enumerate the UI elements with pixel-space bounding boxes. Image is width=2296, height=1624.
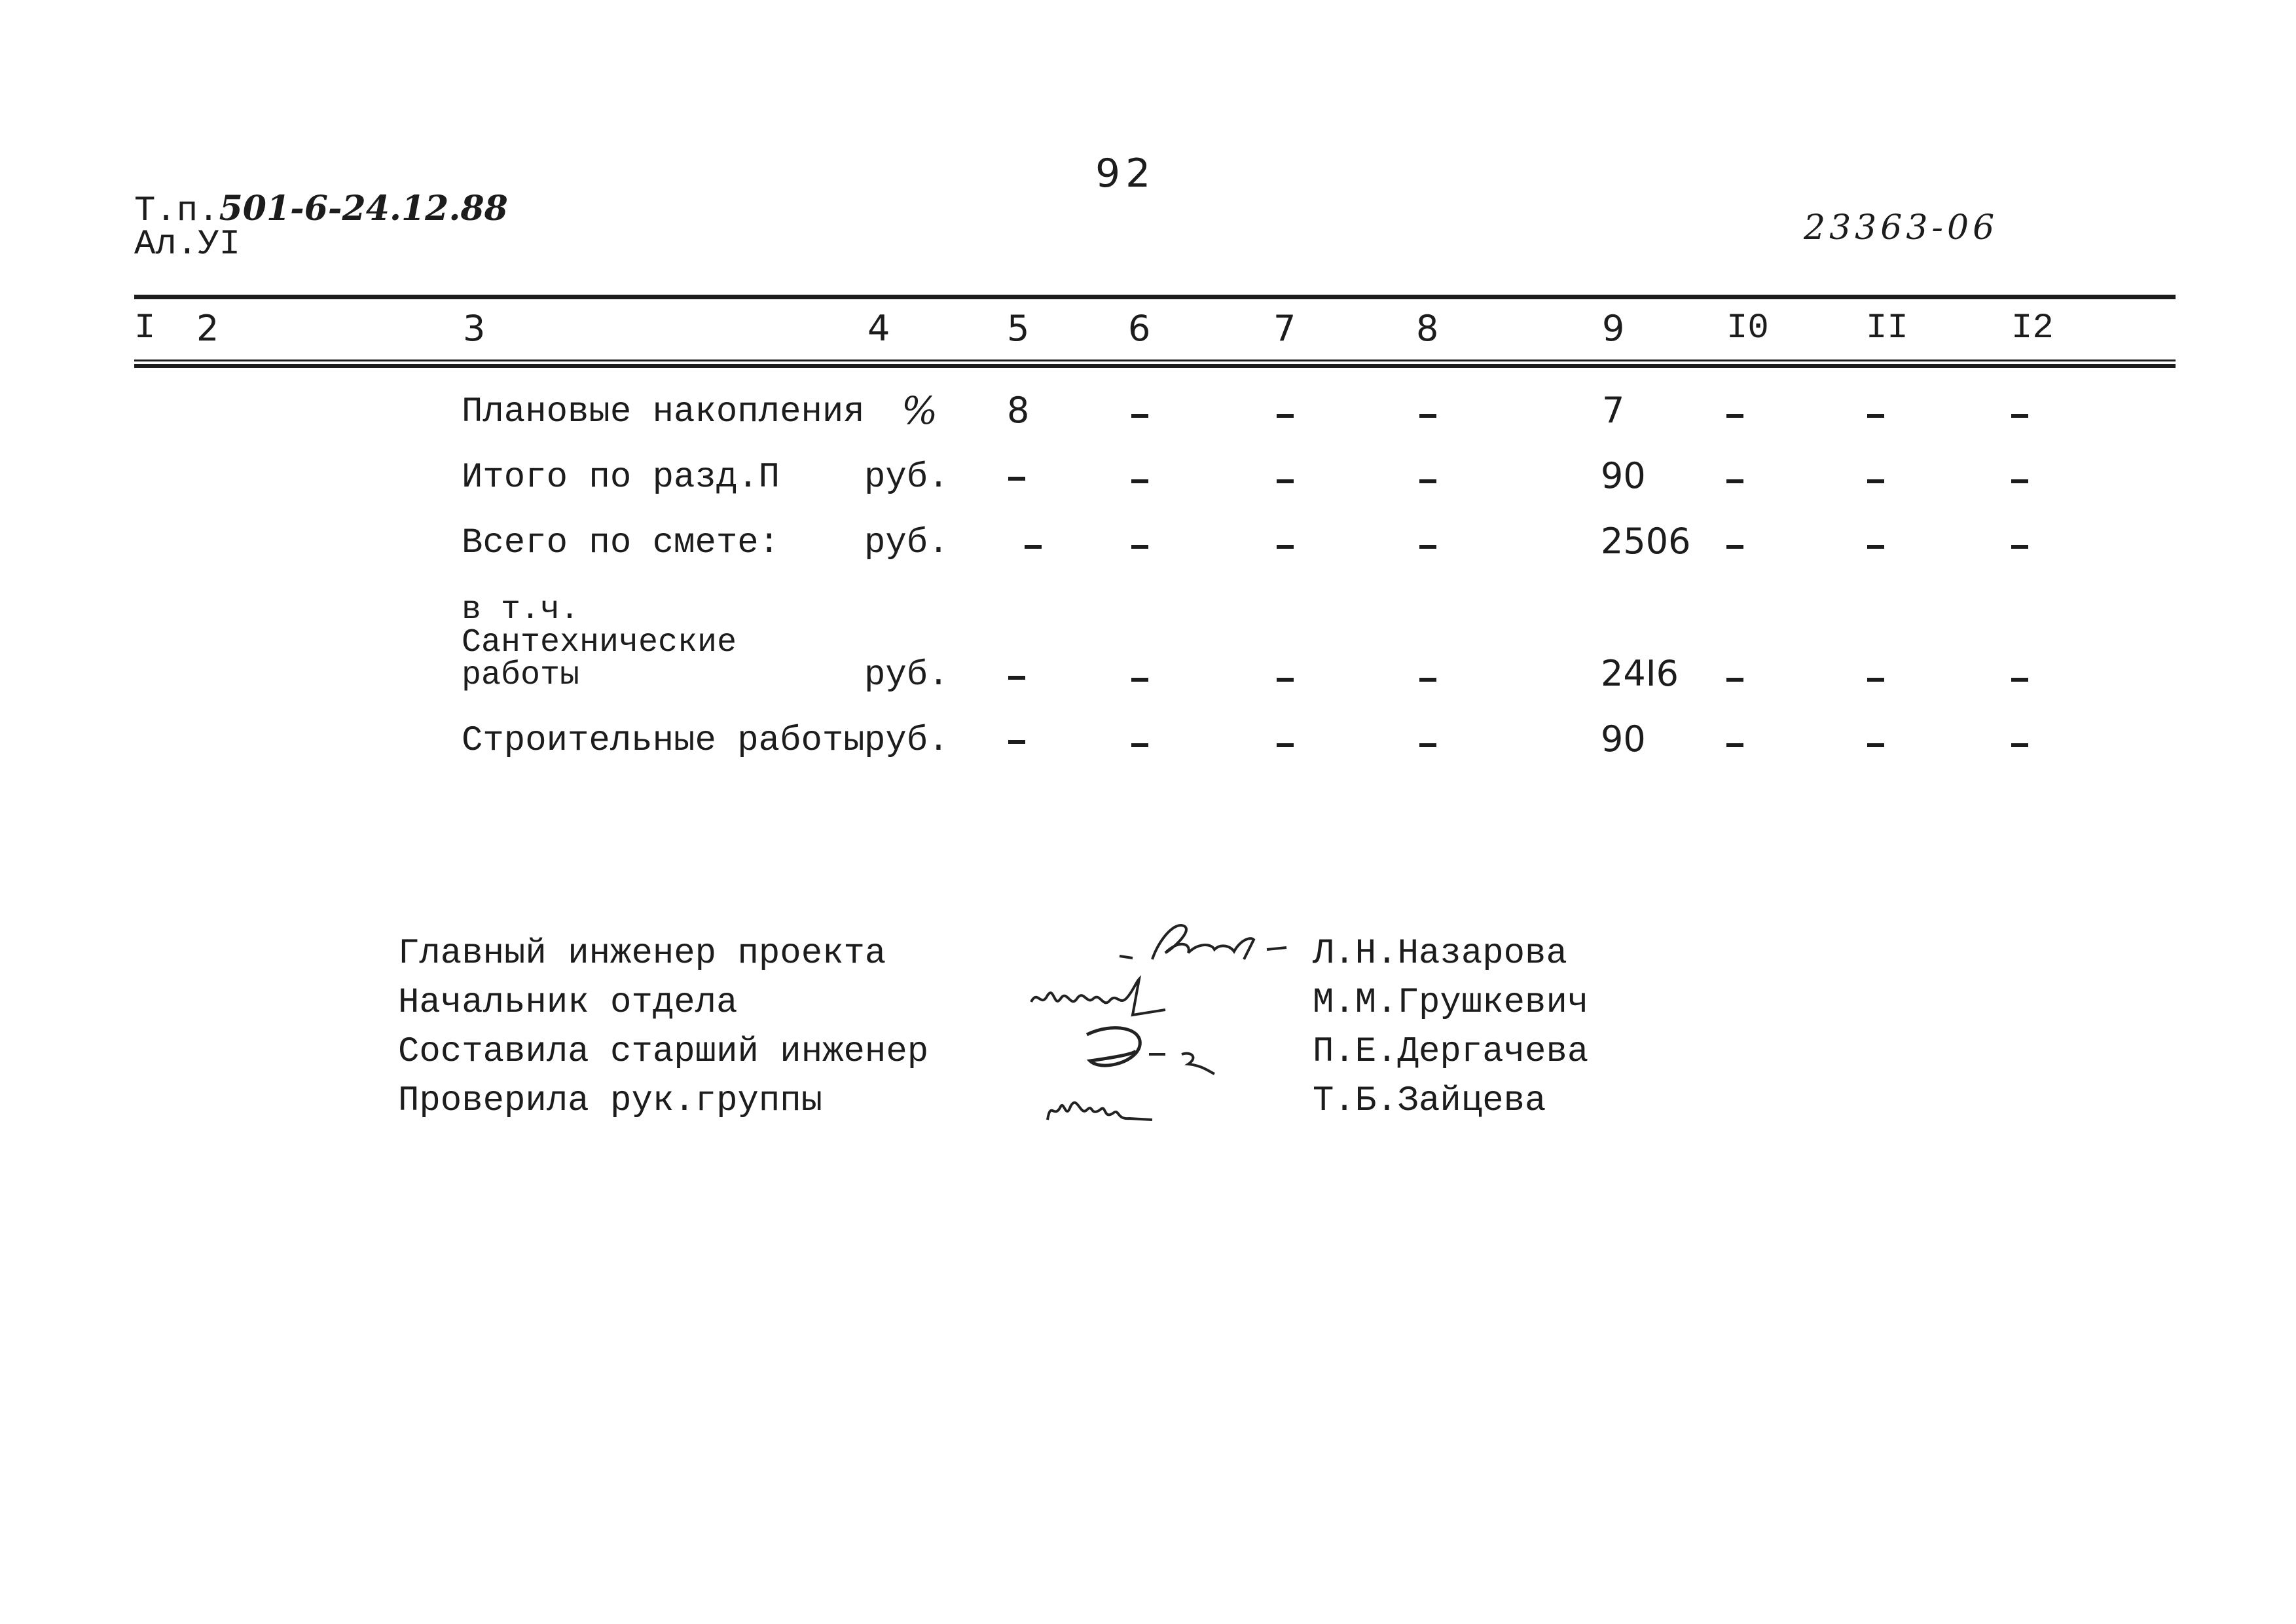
empty-cell-dash (1025, 545, 1042, 549)
empty-cell-dash (1726, 545, 1743, 549)
row-unit: руб. (864, 458, 949, 498)
empty-cell-dash (1419, 743, 1436, 747)
empty-cell-dash (1008, 740, 1025, 744)
row-col9: 90 (1601, 455, 1646, 496)
empty-cell-dash (2011, 743, 2028, 747)
empty-cell-dash (1726, 678, 1743, 682)
row-name: Строительные работы (462, 721, 865, 761)
project-code-label: Т.п. (134, 191, 219, 231)
table-top-rule (134, 295, 2176, 299)
document-number: 23363-06 (1804, 208, 1999, 248)
row-name-line: Сантехнические (462, 624, 737, 661)
empty-cell-dash (1131, 479, 1148, 483)
empty-cell-dash (2011, 479, 2028, 483)
signature-role: Начальник отдела (398, 983, 738, 1023)
column-header: 9 (1602, 308, 1625, 349)
signature-name: М.М.Грушкевич (1313, 983, 1589, 1023)
column-header: I (134, 308, 156, 348)
empty-cell-dash (1008, 676, 1025, 680)
empty-cell-dash (1131, 743, 1148, 747)
empty-cell-dash (1867, 414, 1884, 418)
column-header: II (1866, 308, 1908, 348)
column-header: 8 (1416, 308, 1439, 349)
empty-cell-dash (1131, 414, 1148, 418)
signature-role: Составила старший инженер (398, 1032, 929, 1072)
row-unit: руб. (864, 523, 949, 563)
column-header: 3 (463, 308, 486, 349)
header-rule-thin (134, 360, 2176, 361)
row-name-line: работы (462, 657, 580, 694)
empty-cell-dash (2011, 545, 2028, 549)
column-header: 4 (867, 308, 890, 349)
empty-cell-dash (1419, 479, 1436, 483)
signature-name: П.Е.Дергачева (1313, 1032, 1589, 1072)
header-rule-thick (134, 364, 2176, 368)
column-header: 2 (196, 308, 219, 349)
row-col9: 2506 (1601, 521, 1691, 562)
empty-cell-dash (1277, 545, 1294, 549)
empty-cell-dash (1419, 545, 1436, 549)
row-name: Всего по смете: (462, 523, 780, 563)
signature-role: Проверила рук.группы (398, 1081, 823, 1121)
row-name: Плановые накопления (462, 392, 865, 432)
signature-1 (1113, 913, 1309, 972)
empty-cell-dash (1867, 479, 1884, 483)
empty-cell-dash (1131, 678, 1148, 682)
signature-3 (1074, 1018, 1244, 1090)
row-col9: 90 (1601, 718, 1646, 760)
empty-cell-dash (2011, 678, 2028, 682)
column-header: I0 (1726, 308, 1769, 348)
row-name-line: в т.ч. (462, 591, 580, 629)
empty-cell-dash (1726, 479, 1743, 483)
empty-cell-dash (1008, 477, 1025, 481)
signature-role: Главный инженер проекта (398, 934, 886, 974)
project-code-handwritten: 501-6-24.12.88 (219, 189, 508, 229)
row-name: Итого по разд.П (462, 458, 780, 498)
row-col9: 24I6 (1601, 653, 1679, 694)
empty-cell-dash (1277, 479, 1294, 483)
signature-name: Л.Н.Назарова (1313, 934, 1567, 974)
signature-name: Т.Б.Зайцева (1313, 1081, 1546, 1121)
empty-cell-dash (1277, 678, 1294, 682)
empty-cell-dash (1867, 743, 1884, 747)
column-header: 5 (1007, 308, 1030, 349)
empty-cell-dash (1726, 414, 1743, 418)
empty-cell-dash (2011, 414, 2028, 418)
page-number: 92 (1095, 151, 1156, 196)
row-col9: 7 (1602, 390, 1625, 431)
project-code (134, 189, 508, 231)
row-col5: 8 (1007, 390, 1030, 431)
album-label: Ал.УI (134, 225, 241, 265)
empty-cell-dash (1277, 414, 1294, 418)
empty-cell-dash (1867, 678, 1884, 682)
row-unit: руб. (864, 655, 949, 695)
signature-4 (1041, 1080, 1172, 1133)
empty-cell-dash (1726, 743, 1743, 747)
empty-cell-dash (1867, 545, 1884, 549)
row-unit: % (902, 388, 938, 433)
empty-cell-dash (1131, 545, 1148, 549)
column-header: I2 (2011, 308, 2054, 348)
column-header: 7 (1273, 308, 1296, 349)
column-header: 6 (1128, 308, 1151, 349)
empty-cell-dash (1419, 678, 1436, 682)
empty-cell-dash (1419, 414, 1436, 418)
row-unit: руб. (864, 721, 949, 761)
empty-cell-dash (1277, 743, 1294, 747)
